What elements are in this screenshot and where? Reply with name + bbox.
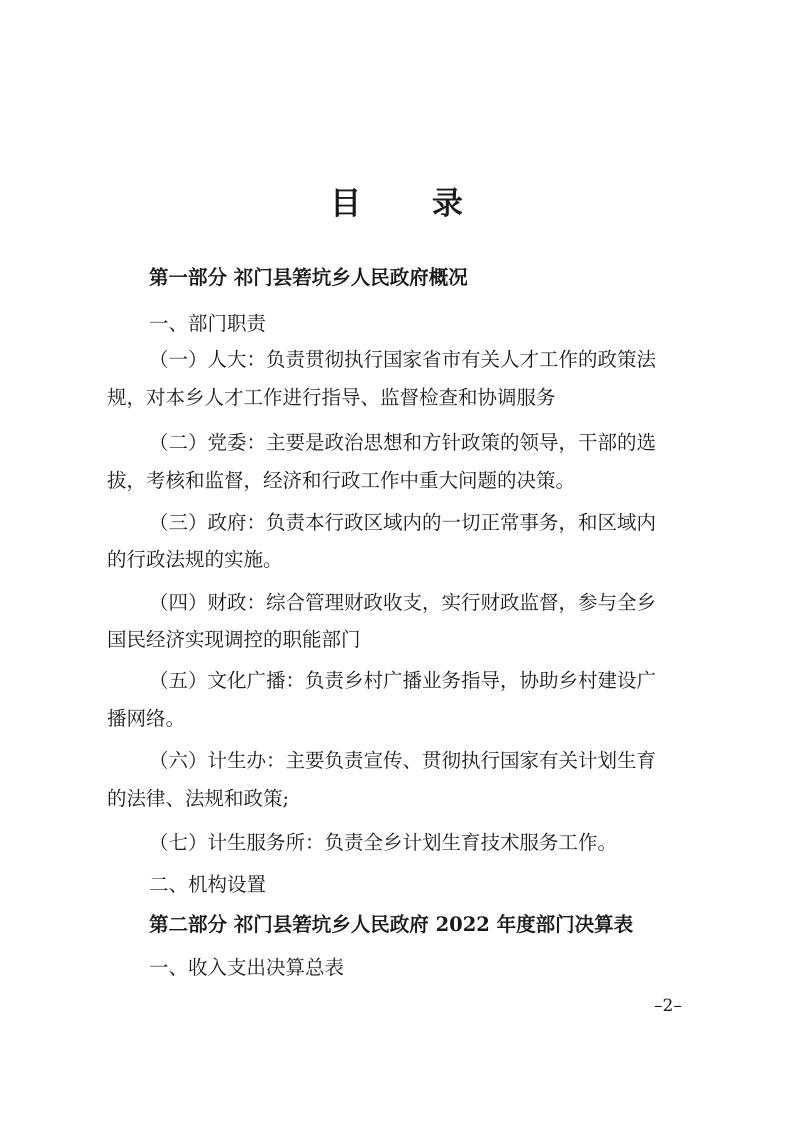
- section-heading-duties: 一、部门职责: [149, 312, 267, 335]
- toc-line: （五）文化广播：负责乡村广播业务指导，协助乡村建设广: [149, 669, 657, 692]
- part-one-heading: 第一部分 祁门县箬坑乡人民政府概况: [149, 266, 468, 289]
- toc-line: 规，对本乡人才工作进行指导、监督检查和协调服务: [107, 386, 556, 409]
- section-heading-summary-table: 一、收入支出决算总表: [149, 956, 345, 979]
- toc-line: （四）财政：综合管理财政收支，实行财政监督，参与全乡: [149, 591, 657, 614]
- toc-line: （一）人大：负责贯彻执行国家省市有关人才工作的政策法: [149, 348, 657, 371]
- toc-line: （七）计生服务所：负责全乡计划生育技术服务工作。: [149, 831, 618, 854]
- page-number: –2–: [654, 996, 682, 1016]
- part-two-heading: 第二部分 祁门县箬坑乡人民政府 2022 年度部门决算表: [149, 913, 634, 936]
- section-heading-organization: 二、机构设置: [149, 873, 267, 896]
- toc-line: （三）政府：负责本行政区域内的一切正常事务，和区域内: [149, 511, 657, 534]
- toc-line: 拔，考核和监督，经济和行政工作中重大问题的决策。: [107, 469, 576, 492]
- toc-line: （六）计生办：主要负责宣传、贯彻执行国家有关计划生育: [149, 749, 657, 772]
- page-title: 目 录: [330, 186, 493, 222]
- toc-line: （二）党委：主要是政治思想和方针政策的领导，干部的选: [149, 431, 657, 454]
- toc-line: 播网络。: [107, 707, 186, 730]
- toc-line: 的法律、法规和政策;: [107, 787, 290, 810]
- toc-line: 的行政法规的实施。: [107, 548, 283, 571]
- toc-line: 国民经济实现调控的职能部门: [107, 628, 361, 651]
